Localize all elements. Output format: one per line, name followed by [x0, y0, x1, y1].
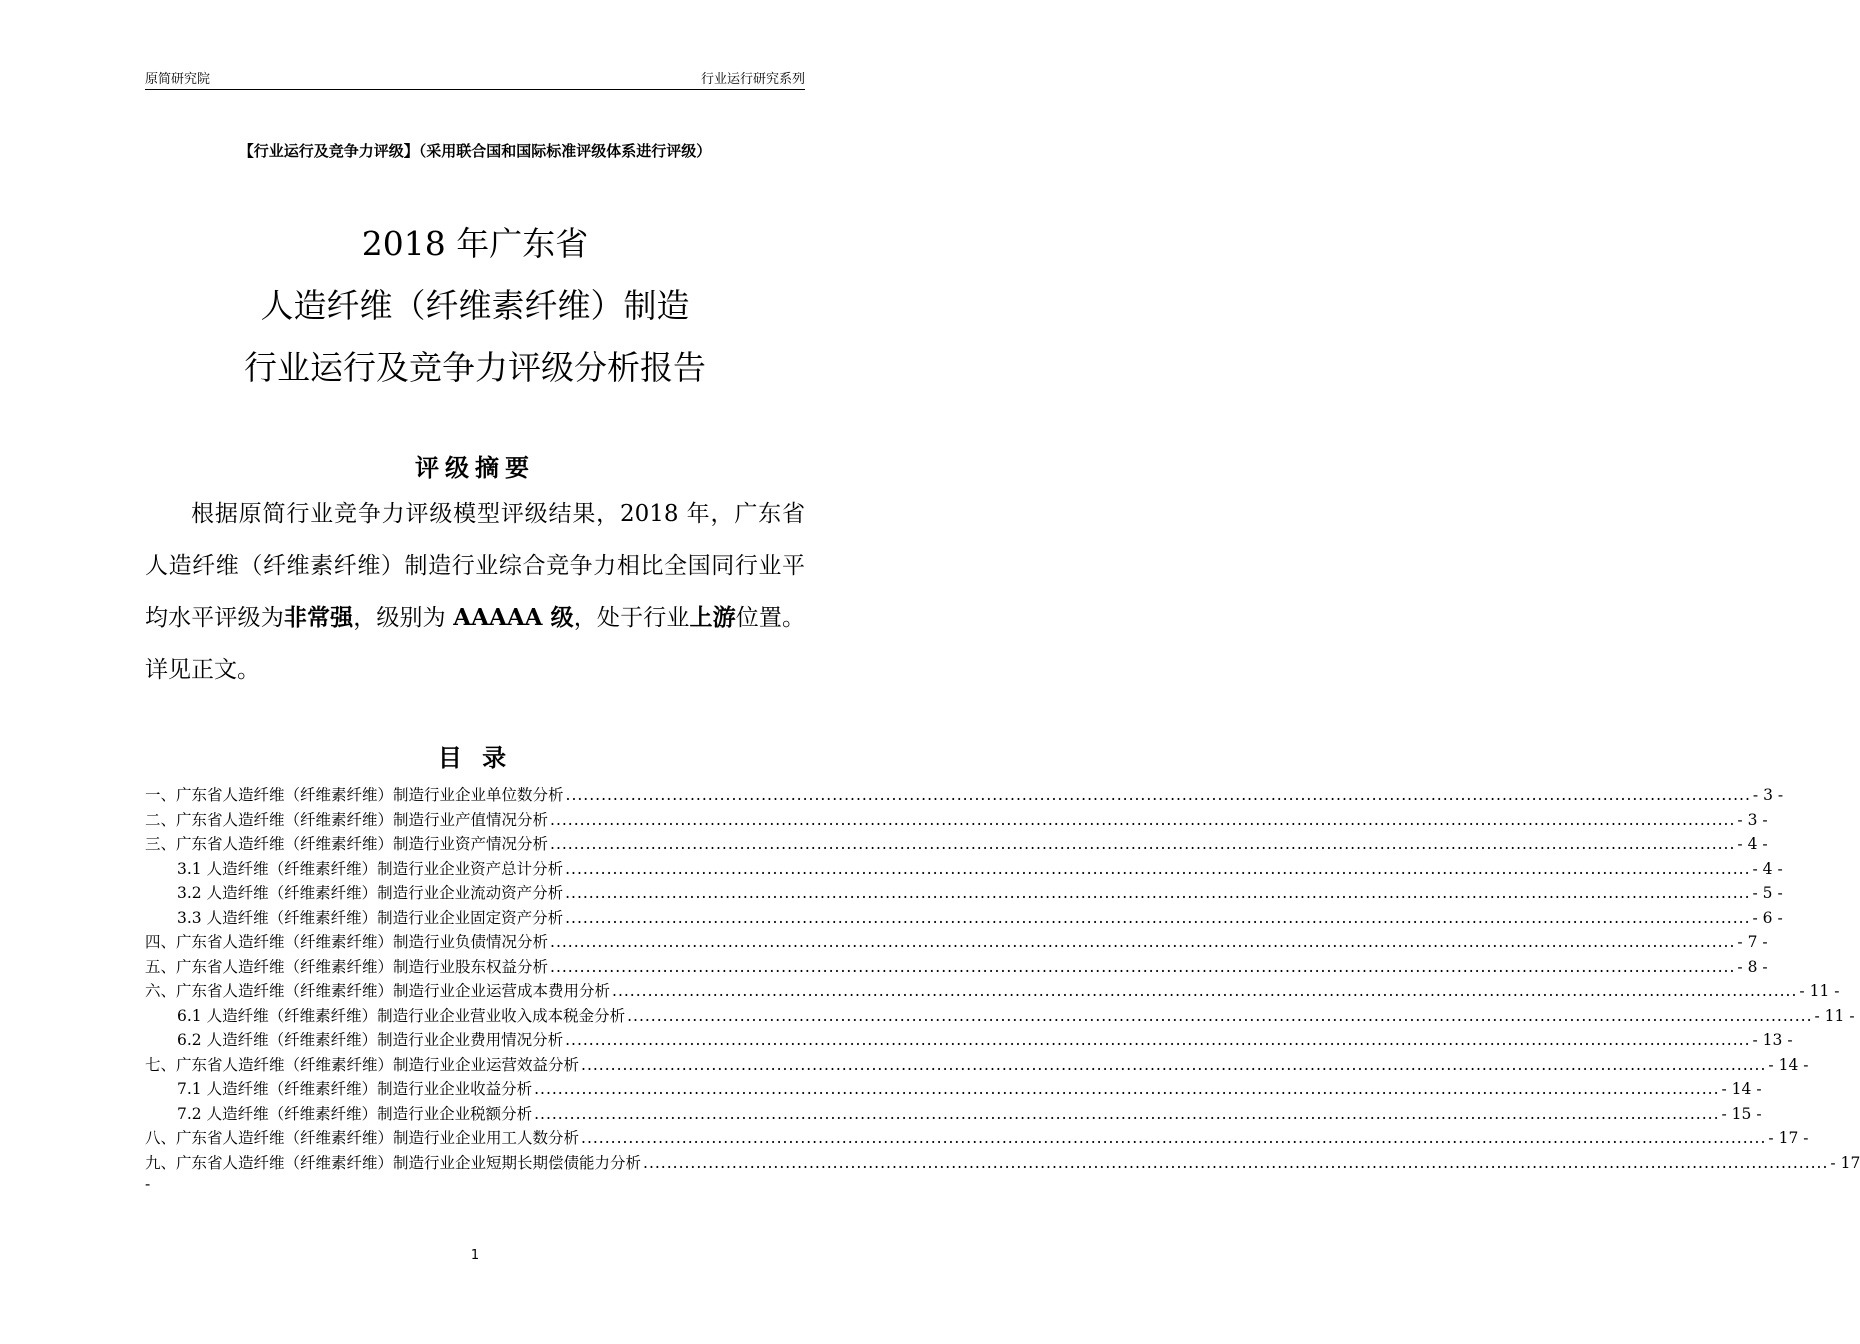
toc-leader: ........................................................................................................................................................................................................ — [550, 957, 1736, 976]
summary-text-4: 位置。详见正文。 — [145, 605, 806, 683]
toc-item-label: 3.3 人造纤维（纤维素纤维）制造行业企业固定资产分析 — [177, 908, 564, 927]
toc-subitem[interactable] — [145, 1028, 1793, 1053]
toc-leader: ........................................................................................................................................................................................................ — [565, 1031, 1751, 1049]
toc-item-label: 四、广东省人造纤维（纤维素纤维）制造行业负债情况分析 — [145, 933, 549, 951]
toc-item-page: - 6 - — [1752, 908, 1783, 927]
toc-item[interactable] — [145, 955, 1768, 980]
summary-heading: 评级摘要 — [415, 454, 535, 482]
table-of-contents — [145, 783, 1860, 1193]
toc-item-page: - 4 - — [1737, 835, 1768, 853]
toc-leader: ........................................................................................................................................................................................................ — [565, 884, 1751, 902]
title-line-2: 人造纤维（纤维素纤维）制造 — [260, 286, 690, 325]
rating-tag: 【行业运行及竞争力评级】（采用联合国和国际标准评级体系进行评级） — [238, 142, 712, 160]
toc-heading: 目 录 — [437, 744, 513, 772]
toc-item-label: 五、广东省人造纤维（纤维素纤维）制造行业股东权益分析 — [145, 957, 549, 976]
toc-leader: ........................................................................................................................................................................................................ — [581, 1055, 1767, 1074]
summary-text-2: ，级别为 — [353, 605, 454, 631]
toc-item-label: 7.2 人造纤维（纤维素纤维）制造行业企业税额分析 — [177, 1104, 533, 1123]
toc-leader: ........................................................................................................................................................................................................ — [534, 1080, 1720, 1098]
toc-item-page: - 14 - — [1721, 1080, 1762, 1098]
toc-leader: ........................................................................................................................................................................................................ — [550, 810, 1736, 829]
toc-item-label: 一、广东省人造纤维（纤维素纤维）制造行业企业单位数分析 — [145, 786, 564, 804]
header-right-text: 行业运行研究系列 — [700, 72, 805, 87]
toc-subitem[interactable] — [145, 857, 1783, 882]
toc-item[interactable] — [145, 808, 1768, 833]
toc-item-label: 三、广东省人造纤维（纤维素纤维）制造行业资产情况分析 — [145, 835, 549, 853]
header-left-text: 原简研究院 — [145, 72, 211, 87]
toc-item-page: - 13 - — [1752, 1031, 1793, 1049]
toc-item-page: - 4 - — [1752, 859, 1783, 878]
toc-leader: ........................................................................................................................................................................................................ — [534, 1104, 1720, 1123]
toc-subitem[interactable] — [145, 1077, 1762, 1102]
toc-leader: ........................................................................................................................................................................................................ — [550, 835, 1736, 853]
toc-item-page: - 3 - — [1752, 786, 1784, 804]
toc-item-page: - 17 — [1830, 1153, 1860, 1172]
toc-leader: ........................................................................................................................................................................................................ — [612, 982, 1798, 1000]
toc-item-page: - 7 - — [1737, 933, 1768, 951]
toc-leader: ........................................................................................................................................................................................................ — [581, 1129, 1767, 1147]
toc-item-label: 3.2 人造纤维（纤维素纤维）制造行业企业流动资产分析 — [177, 884, 564, 902]
toc-leader: ........................................................................................................................................................................................................ — [643, 1153, 1829, 1172]
toc-subitem[interactable] — [145, 1102, 1762, 1127]
header-divider — [145, 89, 805, 90]
toc-item-page: - 5 - — [1752, 884, 1783, 902]
toc-item-page: - 11 - — [1814, 1006, 1855, 1025]
summary-paragraph — [145, 488, 805, 696]
toc-leader: ........................................................................................................................................................................................................ — [565, 859, 1751, 878]
toc-item-label: 七、广东省人造纤维（纤维素纤维）制造行业企业运营效益分析 — [145, 1055, 580, 1074]
toc-item-label: 3.1 人造纤维（纤维素纤维）制造行业企业资产总计分析 — [177, 859, 564, 878]
summary-text-1: 根据原简行业竞争力评级模型评级结果，2018 年，广东省人造纤维（纤维素纤维）制造行业综合竞争力相比全国同行业平均水平评级为 — [145, 501, 805, 631]
summary-position: 上游 — [689, 604, 736, 631]
toc-subitem[interactable] — [145, 1004, 1855, 1029]
toc-item-label: 6.2 人造纤维（纤维素纤维）制造行业企业费用情况分析 — [177, 1031, 564, 1049]
toc-item-page: - 15 - — [1721, 1104, 1762, 1123]
toc-item-page: - 3 - — [1737, 810, 1768, 829]
toc-leader: ........................................................................................................................................................................................................ — [550, 933, 1736, 951]
toc-leader: ........................................................................................................................................................................................................ — [565, 786, 1751, 804]
toc-item-label: 九、广东省人造纤维（纤维素纤维）制造行业企业短期长期偿债能力分析 — [145, 1153, 642, 1172]
toc-item-label: 6.1 人造纤维（纤维素纤维）制造行业企业营业收入成本税金分析 — [177, 1006, 626, 1025]
toc-item[interactable] — [145, 1053, 1809, 1078]
toc-item-label: 7.1 人造纤维（纤维素纤维）制造行业企业收益分析 — [177, 1080, 533, 1098]
summary-strength: 非常强 — [283, 604, 354, 631]
toc-item[interactable] — [145, 1151, 1860, 1176]
title-line-3: 行业运行及竞争力评级分析报告 — [244, 348, 706, 387]
toc-item-page: - 14 - — [1768, 1055, 1809, 1074]
toc-item-page: - 17 - — [1768, 1129, 1809, 1147]
title-line-1: 2018 年广东省 — [361, 224, 589, 263]
toc-subitem[interactable] — [145, 881, 1783, 906]
toc-item-label: 二、广东省人造纤维（纤维素纤维）制造行业产值情况分析 — [145, 810, 549, 829]
toc-item-label: 八、广东省人造纤维（纤维素纤维）制造行业企业用工人数分析 — [145, 1129, 580, 1147]
page-number: 1 — [470, 1248, 480, 1263]
toc-tail: - — [145, 1175, 151, 1193]
toc-subitem[interactable] — [145, 906, 1783, 931]
toc-leader: ........................................................................................................................................................................................................ — [565, 908, 1751, 927]
toc-item[interactable] — [145, 1126, 1809, 1151]
toc-item-label: 六、广东省人造纤维（纤维素纤维）制造行业企业运营成本费用分析 — [145, 982, 611, 1000]
summary-grade: AAAAA 级 — [453, 604, 574, 631]
toc-item-page: - 11 - — [1799, 982, 1840, 1000]
toc-item[interactable] — [145, 832, 1768, 857]
toc-leader: ........................................................................................................................................................................................................ — [627, 1006, 1813, 1025]
summary-text-3: ，处于行业 — [573, 605, 690, 631]
toc-item-page: - 8 - — [1737, 957, 1768, 976]
toc-item[interactable] — [145, 930, 1768, 955]
toc-item[interactable] — [145, 979, 1840, 1004]
toc-item[interactable] — [145, 783, 1784, 808]
